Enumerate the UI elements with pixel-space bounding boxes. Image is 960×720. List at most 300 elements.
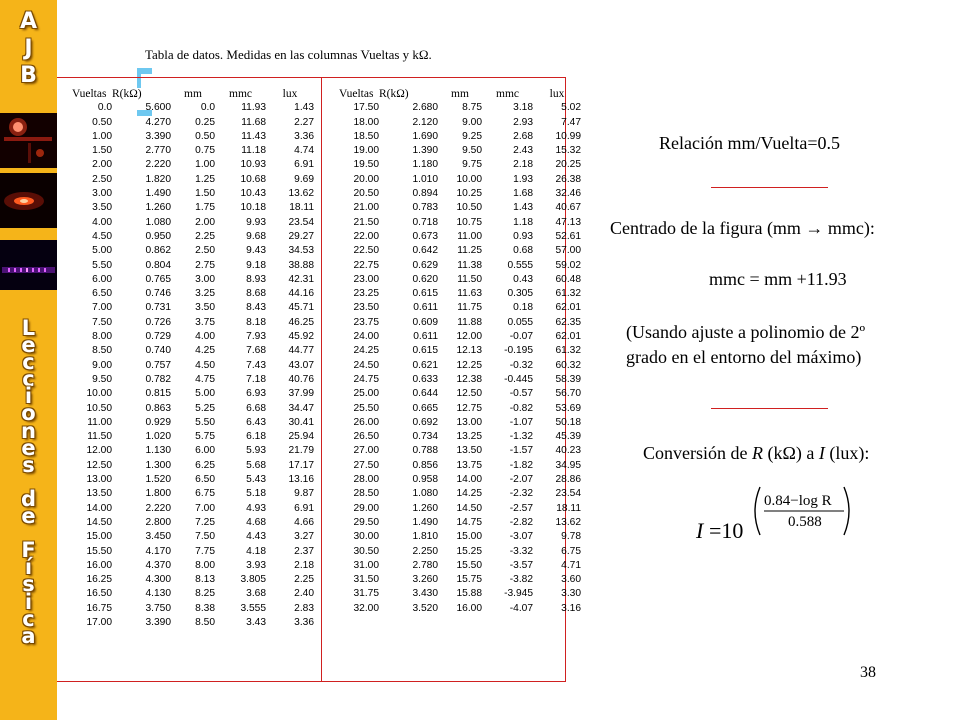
- table-cell: 42.31: [288, 273, 314, 285]
- table-cell: 6.50: [92, 288, 112, 300]
- laser-photo-thumbnail: [0, 113, 57, 168]
- table-cell: 1.180: [412, 159, 438, 171]
- title-letter: F: [21, 538, 36, 563]
- table-row: [339, 301, 581, 315]
- table-row: [72, 616, 314, 630]
- table-row: [72, 259, 314, 273]
- table-cell: 56.70: [555, 388, 581, 400]
- table-cell: 1.50: [195, 188, 215, 200]
- table-cell: 5.25: [195, 402, 215, 414]
- table-cell: 11.18: [241, 145, 266, 157]
- table-cell: 43.07: [288, 359, 314, 371]
- table-cell: 15.50: [86, 545, 112, 557]
- table-cell: 3.43: [246, 616, 266, 628]
- table-row: [339, 187, 581, 201]
- table-cell: 15.32: [555, 145, 581, 157]
- title-letter: L: [21, 316, 36, 340]
- table-cell: 61.32: [555, 345, 581, 357]
- header-resistance: R(kΩ): [112, 88, 142, 100]
- table-cell: 0.615: [412, 345, 438, 357]
- table-cell: 29.00: [353, 502, 379, 514]
- table-header-row: [339, 87, 581, 101]
- table-cell: 0.862: [145, 245, 171, 257]
- table-cell: 28.00: [353, 474, 379, 486]
- table-cell: -0.82: [509, 402, 533, 414]
- table-cell: 12.50: [86, 459, 112, 471]
- title-letter: í: [24, 555, 33, 580]
- table-cell: 4.00: [195, 331, 215, 343]
- table-cell: 40.76: [288, 373, 314, 385]
- table-cell: 1.810: [412, 531, 438, 543]
- table-row: [339, 273, 581, 287]
- table-cell: 11.63: [457, 288, 482, 300]
- table-cell: 9.50: [462, 145, 482, 157]
- right-paren: [844, 487, 849, 535]
- table-cell: 13.50: [456, 445, 482, 457]
- table-cell: 3.18: [513, 102, 533, 114]
- logo-letter: B: [20, 63, 37, 88]
- table-cell: -2.32: [509, 488, 533, 500]
- table-cell: 16.75: [86, 602, 112, 614]
- table-row: [72, 316, 314, 330]
- table-cell: 20.50: [353, 188, 379, 200]
- left-paren: [755, 487, 760, 535]
- table-cell: 0.757: [145, 359, 171, 371]
- table-cell: 29.50: [353, 516, 379, 528]
- table-cell: 16.50: [86, 588, 112, 600]
- table-row: [339, 244, 581, 258]
- table-row: [72, 502, 314, 516]
- table-cell: 14.75: [456, 516, 482, 528]
- table-cell: 8.50: [195, 616, 215, 628]
- table-row: [72, 430, 314, 444]
- table-cell: 9.93: [246, 216, 266, 228]
- table-cell: 15.88: [456, 588, 482, 600]
- table-cell: 3.430: [412, 588, 438, 600]
- table-row: [339, 173, 581, 187]
- title-letter: s: [22, 572, 35, 597]
- table-cell: 1.080: [412, 488, 438, 500]
- table-cell: 8.25: [195, 588, 215, 600]
- table-cell: 40.67: [555, 202, 581, 214]
- table-cell: 7.25: [195, 516, 215, 528]
- table-cell: 23.54: [288, 216, 314, 228]
- table-cell: 3.30: [561, 588, 581, 600]
- table-cell: 6.00: [195, 445, 215, 457]
- table-cell: 0.734: [412, 431, 438, 443]
- table-cell: 3.00: [195, 273, 215, 285]
- table-cell: 46.25: [288, 316, 314, 328]
- table-cell: 2.37: [294, 545, 314, 557]
- table-cell: 0.863: [145, 402, 171, 414]
- table-row: [72, 602, 314, 616]
- table-cell: 0.642: [412, 245, 438, 257]
- conversion-suffix: (lux):: [824, 443, 870, 463]
- table-cell: 2.680: [412, 102, 438, 114]
- table-cell: 14.50: [86, 516, 112, 528]
- table-cell: 0.729: [145, 331, 171, 343]
- table-cell: 0.644: [412, 388, 438, 400]
- table-row: [72, 559, 314, 573]
- table-row: [72, 144, 314, 158]
- table-row: [339, 144, 581, 158]
- table-cell: 34.47: [288, 402, 314, 414]
- table-cell: 21.00: [353, 202, 379, 214]
- table-cell: 18.50: [353, 130, 379, 142]
- table-cell: 7.47: [561, 116, 581, 128]
- table-cell: -2.82: [509, 516, 533, 528]
- table-cell: 5.68: [246, 459, 266, 471]
- table-cell: 14.25: [456, 488, 482, 500]
- table-row: [72, 287, 314, 301]
- table-cell: 38.88: [288, 259, 314, 271]
- title-letter: d: [20, 486, 37, 511]
- table-row: [339, 459, 581, 473]
- table-cell: 29.27: [288, 230, 314, 242]
- divider-rule: [711, 187, 828, 188]
- table-cell: 1.080: [145, 216, 171, 228]
- table-cell: 3.260: [412, 574, 438, 586]
- table-row: [72, 473, 314, 487]
- table-cell: 60.32: [555, 359, 581, 371]
- table-row: [339, 116, 581, 130]
- table-cell: -1.82: [509, 459, 533, 471]
- table-cell: 8.00: [92, 331, 112, 343]
- table-cell: 10.68: [240, 173, 266, 185]
- title-letter: o: [21, 401, 36, 426]
- table-cell: 9.87: [294, 488, 314, 500]
- table-cell: 10.50: [86, 402, 112, 414]
- table-cell: 0.815: [145, 388, 171, 400]
- table-cell: -1.57: [509, 445, 533, 457]
- table-cell: 8.43: [246, 302, 266, 314]
- table-cell: 3.75: [195, 316, 215, 328]
- table-cell: 3.520: [412, 602, 438, 614]
- table-cell: 1.43: [294, 102, 314, 114]
- title-letter: c: [22, 367, 35, 392]
- table-cell: 3.450: [145, 531, 171, 543]
- fit-note-line2: grado en el entorno del máximo): [626, 347, 862, 367]
- table-cell: 4.50: [195, 359, 215, 371]
- header-vueltas: Vueltas: [72, 88, 107, 100]
- title-letter: s: [22, 452, 35, 477]
- table-row: [72, 301, 314, 315]
- table-row: [339, 502, 581, 516]
- table-row: [339, 230, 581, 244]
- table-cell: 2.250: [412, 545, 438, 557]
- table-cell: 2.40: [294, 588, 314, 600]
- table-cell: 2.83: [294, 602, 314, 614]
- table-row: [339, 559, 581, 573]
- table-cell: 27.00: [353, 445, 379, 457]
- table-cell: 9.00: [462, 116, 482, 128]
- table-cell: 6.00: [92, 273, 112, 285]
- table-cell: 7.50: [92, 316, 112, 328]
- table-row: [72, 116, 314, 130]
- table-row: [339, 373, 581, 387]
- table-cell: 25.94: [288, 431, 314, 443]
- table-row: [72, 459, 314, 473]
- table-cell: 28.86: [555, 474, 581, 486]
- title-letter: e: [21, 504, 36, 529]
- table-cell: 2.50: [195, 245, 215, 257]
- table-cell: 2.00: [195, 216, 215, 228]
- table-cell: 11.68: [241, 116, 266, 128]
- table-cell: 25.00: [353, 388, 379, 400]
- table-cell: 23.25: [353, 288, 379, 300]
- table-row: [72, 244, 314, 258]
- table-cell: 4.370: [145, 559, 171, 571]
- table-cell: 6.91: [294, 159, 314, 171]
- table-cell: 26.50: [353, 431, 379, 443]
- table-cell: 10.25: [456, 188, 482, 200]
- table-cell: 2.220: [145, 159, 171, 171]
- table-cell: 12.25: [456, 359, 482, 371]
- table-cell: 13.50: [86, 488, 112, 500]
- table-cell: 2.780: [412, 559, 438, 571]
- table-cell: 5.93: [246, 445, 266, 457]
- table-row: [339, 545, 581, 559]
- table-cell: 3.750: [145, 602, 171, 614]
- table-cell: 2.43: [513, 145, 533, 157]
- logo-letter: A: [19, 9, 38, 34]
- table-cell: 8.50: [92, 345, 112, 357]
- table-cell: 0.620: [412, 273, 438, 285]
- table-cell: 31.00: [353, 559, 379, 571]
- table-row: [339, 416, 581, 430]
- table-cell: 0.788: [412, 445, 438, 457]
- table-cell: 11.88: [457, 316, 482, 328]
- table-row: [339, 216, 581, 230]
- table-cell: 0.958: [412, 474, 438, 486]
- table-cell: 18.11: [556, 502, 581, 514]
- table-cell: 19.00: [353, 145, 379, 157]
- table-cell: 11.38: [457, 259, 482, 271]
- table-cell: 3.27: [294, 531, 314, 543]
- table-cell: 26.38: [555, 173, 581, 185]
- table-cell: 0.611: [413, 331, 438, 343]
- table-cell: 4.300: [145, 574, 171, 586]
- table-cell: 17.17: [288, 459, 314, 471]
- table-cell: 2.00: [92, 159, 112, 171]
- table-cell: 3.60: [561, 574, 581, 586]
- table-cell: 5.50: [195, 416, 215, 428]
- table-cell: 17.00: [86, 616, 112, 628]
- table-cell: 21.50: [353, 216, 379, 228]
- table-row: [339, 130, 581, 144]
- table-cell: 0.0: [97, 102, 112, 114]
- table-cell: 50.18: [555, 416, 581, 428]
- table-cell: 1.800: [145, 488, 171, 500]
- table-cell: 9.69: [294, 173, 314, 185]
- table-cell: 6.93: [246, 388, 266, 400]
- equation-note: mmc = mm +11.93: [709, 269, 847, 289]
- table-cell: 19.50: [353, 159, 379, 171]
- table-cell: 10.43: [240, 188, 266, 200]
- table-cell: 12.38: [456, 373, 482, 385]
- table-cell: 28.50: [353, 488, 379, 500]
- table-cell: 62.35: [555, 316, 581, 328]
- table-row: [72, 330, 314, 344]
- table-cell: -0.195: [504, 345, 533, 357]
- table-cell: 4.66: [294, 516, 314, 528]
- table-cell: 24.75: [353, 373, 379, 385]
- table-cell: 47.13: [555, 216, 581, 228]
- table-cell: 7.18: [246, 373, 266, 385]
- table-row: [339, 101, 581, 115]
- table-cell: 10.99: [555, 130, 581, 142]
- table-cell: 1.50: [92, 145, 112, 157]
- table-cell: 5.00: [195, 388, 215, 400]
- table-cell: 0.673: [412, 230, 438, 242]
- table-cell: 5.75: [195, 431, 215, 443]
- table-cell: 1.25: [195, 173, 215, 185]
- table-row: [72, 402, 314, 416]
- table-row: [339, 158, 581, 172]
- table-row: [339, 573, 581, 587]
- table-cell: 9.00: [92, 359, 112, 371]
- table-cell: 0.18: [513, 302, 533, 314]
- table-cell: 13.16: [288, 474, 314, 486]
- table-cell: -3.57: [509, 559, 533, 571]
- table-cell: 1.300: [145, 459, 171, 471]
- table-cell: -3.32: [509, 545, 533, 557]
- table-cell: 2.27: [294, 116, 314, 128]
- table-row: [72, 573, 314, 587]
- table-cell: 0.305: [507, 288, 533, 300]
- table-cell: 1.75: [195, 202, 215, 214]
- table-cell: 3.50: [195, 302, 215, 314]
- table-cell: 27.50: [353, 459, 379, 471]
- table-row: [339, 444, 581, 458]
- title-letter: i: [24, 589, 33, 614]
- table-cell: 7.93: [246, 331, 266, 343]
- table-cell: 7.00: [92, 302, 112, 314]
- table-cell: 2.93: [513, 116, 533, 128]
- table-cell: 8.38: [195, 602, 215, 614]
- table-cell: 4.25: [195, 345, 215, 357]
- table-cell: 13.00: [456, 416, 482, 428]
- table-cell: 1.18: [513, 216, 533, 228]
- table-cell: 11.50: [457, 273, 482, 285]
- table-cell: 3.555: [240, 602, 266, 614]
- table-cell: 3.16: [561, 602, 581, 614]
- table-cell: 59.02: [555, 259, 581, 271]
- table-cell: 2.770: [145, 145, 171, 157]
- formula-numerator: 0.84−log R: [764, 493, 832, 509]
- table-cell: 11.00: [457, 230, 482, 242]
- table-row: [72, 359, 314, 373]
- table-cell: 0.75: [195, 145, 215, 157]
- table-cell: 30.41: [288, 416, 314, 428]
- table-cell: 3.93: [246, 559, 266, 571]
- table-cell: 4.130: [145, 588, 171, 600]
- table-cell: 15.25: [456, 545, 482, 557]
- table-cell: 7.43: [246, 359, 266, 371]
- table-cell: 8.00: [195, 559, 215, 571]
- conversion-mid: (kΩ) a: [762, 443, 819, 463]
- table-cell: -2.57: [509, 502, 533, 514]
- table-cell: 2.120: [412, 116, 438, 128]
- table-cell: 0.950: [145, 230, 171, 242]
- table-cell: 34.53: [288, 245, 314, 257]
- table-cell: 45.71: [288, 302, 314, 314]
- table-cell: 10.00: [456, 173, 482, 185]
- table-cell: 0.718: [412, 216, 438, 228]
- table-cell: 4.270: [145, 116, 171, 128]
- table-row: [72, 487, 314, 501]
- table-row: [339, 316, 581, 330]
- data-table-left: [72, 87, 314, 630]
- table-row: [339, 402, 581, 416]
- table-cell: 5.600: [145, 102, 171, 114]
- table-row: [339, 602, 581, 616]
- table-cell: 1.93: [513, 173, 533, 185]
- table-row: [72, 173, 314, 187]
- table-cell: 0.621: [412, 359, 438, 371]
- conversion-prefix: Conversión de: [643, 443, 752, 463]
- table-cell: 0.929: [145, 416, 171, 428]
- divider-rule: [711, 408, 828, 409]
- title-letter: a: [21, 623, 36, 648]
- table-cell: -1.32: [509, 431, 533, 443]
- relation-note: Relación mm/Vuelta=0.5: [659, 133, 841, 153]
- table-cell: 22.00: [353, 230, 379, 242]
- table-cell: 62.01: [555, 331, 581, 343]
- table-cell: 0.43: [513, 273, 533, 285]
- table-cell: 11.75: [457, 302, 482, 314]
- table-cell: 1.820: [145, 173, 171, 185]
- table-row: [72, 530, 314, 544]
- table-cell: 4.68: [246, 516, 266, 528]
- table-cell: 0.692: [412, 416, 438, 428]
- table-cell: 6.75: [561, 545, 581, 557]
- table-cell: 8.18: [246, 316, 266, 328]
- page-number: 38: [860, 664, 876, 681]
- table-cell: -3.945: [504, 588, 533, 600]
- table-cell: 12.75: [456, 402, 482, 414]
- table-cell: 0.765: [145, 273, 171, 285]
- table-cell: 24.25: [353, 345, 379, 357]
- table-cell: 0.50: [92, 116, 112, 128]
- table-cell: 11.50: [87, 431, 112, 443]
- table-cell: -0.32: [509, 359, 533, 371]
- header-mm: mm: [184, 88, 202, 100]
- header-mmc: mmc: [496, 88, 519, 100]
- table-cell: 9.75: [462, 159, 482, 171]
- table-cell: 23.00: [353, 273, 379, 285]
- header-lux: lux: [549, 88, 565, 100]
- table-row: [72, 187, 314, 201]
- table-cell: 31.50: [353, 574, 379, 586]
- formula-lhs: I: [696, 518, 704, 543]
- table-cell: 14.50: [456, 502, 482, 514]
- table-cell: 32.00: [353, 602, 379, 614]
- logo-letter: J: [24, 36, 33, 61]
- table-cell: 53.69: [555, 402, 581, 414]
- table-cell: 9.50: [92, 373, 112, 385]
- table-cell: 6.68: [246, 402, 266, 414]
- table-cell: 13.62: [288, 188, 314, 200]
- table-cell: 14.00: [86, 502, 112, 514]
- table-cell: 20.00: [353, 173, 379, 185]
- table-cell: 22.50: [353, 245, 379, 257]
- table-row: [339, 259, 581, 273]
- table-cell: 60.48: [555, 273, 581, 285]
- table-cell: 37.99: [288, 388, 314, 400]
- table-cell: 0.055: [507, 316, 533, 328]
- table-cell: 0.894: [412, 188, 438, 200]
